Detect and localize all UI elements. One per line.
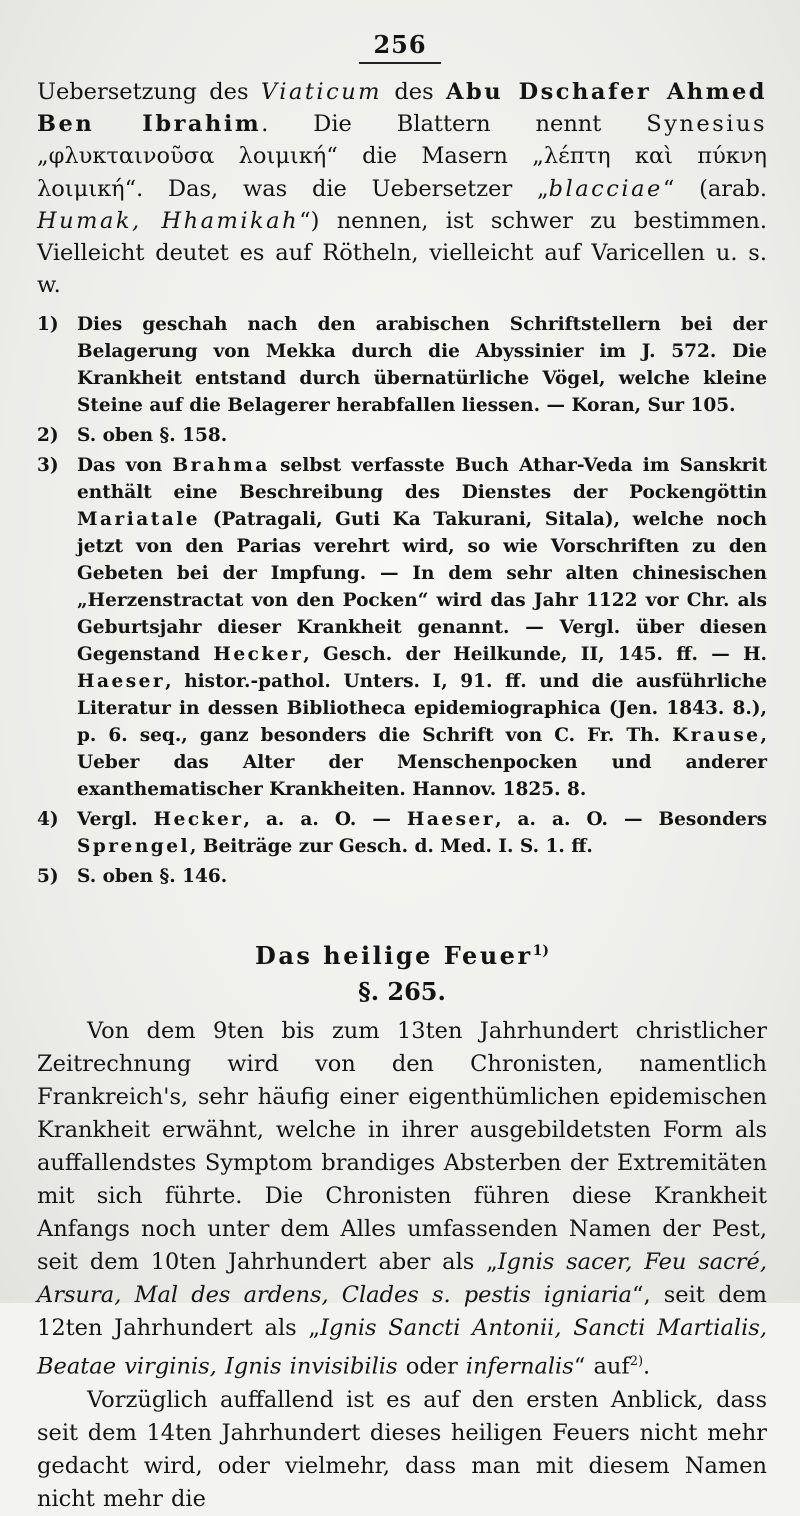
name-haeser: Haeser [406, 809, 496, 831]
emph-humak: Humak, Hhamikah [37, 207, 300, 234]
author-synesius: Synesius [646, 111, 767, 138]
name-haeser: Haeser [77, 671, 166, 693]
footnote-number: 4) [37, 809, 59, 831]
footnote-number: 2) [37, 425, 59, 447]
name-hecker: Hecker [213, 644, 304, 666]
footnotes [37, 311, 767, 890]
emph-blacciae: blacciae [548, 175, 663, 202]
name-sprengel: Sprengel [77, 836, 190, 858]
name-brahma: Brahma [172, 455, 270, 477]
footnote-1 [37, 311, 767, 419]
emph-latin-names-2: Ignis Sancti Antonii, Sancti Martialis, Beatae virginis, Ignis invisibilis [37, 1315, 768, 1380]
name-krause: Krause [672, 725, 761, 747]
paragraph-2: Vorzüglich auffallend ist es auf den ersten Anblick, dass seit dem 14ten Jahrhundert dieses heiligen Feuers nicht mehr gedacht wird, oder vielmehr, dass man mit diesem Namen nicht mehr die [37, 1386, 767, 1512]
footnote-text: Das von Brahma selbst verfasste Buch Athar-Veda im Sanskrit enthält eine Beschreibung des Dienstes der Pockengöttin Mariatale (Patragali, Guti Ka Takurani, Sitala), welche noch jetzt von den Parias verehrt wird, so wie Vorschriften zu den Gebeten bei der Impfung. — In dem sehr alten chinesischen „Herzenstractat von den Pocken“ wird das Jahr 1122 vor Chr. als Geburtsjahr dieser Krankheit genannt. — Vergl. über diesen Gegenstand Hecker, Gesch. der Heilkunde, II, 145. ff. — H. Haeser, histor.-pathol. Unters. I, 91. ff. und die ausführliche Literatur in dessen Bibliotheca epidemiographica (Jen. 1843. 8.), p. 6. seq., ganz besonders die Schrift von C. Fr. Th. Krause, Ueber das Alter der Menschenpocken und anderer exanthematischer Krankheiten. Hannov. 1825. 8. [77, 455, 767, 801]
name-hecker: Hecker [153, 809, 244, 831]
emph-infernalis: infernalis [465, 1353, 574, 1380]
section-title: Das heilige Feuer$^{1)}$ [255, 941, 549, 971]
section-number: §. 265. [358, 977, 446, 1007]
page-content [37, 76, 767, 1516]
footnote-number: 1) [37, 314, 59, 336]
footnote-3 [37, 452, 767, 803]
footnote-text: S. oben §. 158. [77, 425, 228, 447]
author-abu-dschafer: Abu Dschafer Ahmed Ben Ibrahim [37, 79, 767, 138]
name-mariatale: Mariatale [77, 509, 201, 531]
emph-latin-names-1: Ignis sacer, Feu sacré, Arsura, Mal des ardens, Clades s. pestis igniaria [37, 1249, 767, 1309]
footnote-4 [37, 806, 767, 860]
page-number: 256 [0, 30, 800, 64]
footnote-ref-2: 2) [629, 1354, 644, 1370]
emph-viaticum: Viaticum [260, 79, 383, 105]
footnote-2 [37, 422, 767, 449]
section-title-footnote-ref: 1) [532, 943, 549, 960]
paragraph-1: Von dem 9ten bis zum 13ten Jahrhundert christlicher Zeitrechnung wird von den Chronisten, namentlich Frankreich's, sehr häufig einer eigenthümlichen epidemischen Krankheit erwähnt, welche in ihrer ausgebildetsten Form als auffallendstes Symptom brandiges Absterben der Extremitäten mit sich führte. Die Chronisten führen diese Krankheit Anfangs noch unter dem Alles umfassenden Namen der Pest, seit dem 10ten Jahrhundert aber als „Ignis sacer, Feu sacré, Arsura, Mal des ardens, Clades s. pestis igniaria“, seit dem 12ten Jahrhundert als „Ignis Sancti Antonii, Sancti Martialis, Beatae virginis, Ignis invisibilis oder infernalis“ auf$^{2)}$. [37, 1018, 768, 1380]
footnote-text: Dies geschah nach den arabischen Schriftstellern bei der Belagerung von Mekka durch die Abyssinier im J. 572. Die Krankheit entstand durch übernatürliche Vögel, welche kleine Steine auf die Belagerer herabfallen liessen. — Koran, Sur 105. [77, 314, 767, 417]
footnote-text: Vergl. Hecker, a. a. O. — Haeser, a. a. O. — Besonders Sprengel, Beiträge zur Gesch. d. Med. I. S. 1. ff. [77, 809, 767, 858]
footnote-number: 5) [37, 866, 59, 888]
footnote-text: S. oben §. 146. [77, 866, 228, 888]
top-paragraph: Uebersetzung des Viaticum des Abu Dschafer Ahmed Ben Ibrahim. Die Blattern nennt Synesius „φλυκταινοῦσα λοιμική“ die Masern „λέπτη καὶ πύκνη λοιμική“. Das, was die Uebersetzer „blacciae“ (arab. Humak, Hhamikah“) nennen, ist schwer zu bestimmen. Vielleicht deutet es auf Rötheln, vielleicht auf Varicellen u. s. w. [37, 79, 768, 299]
footnote-5 [37, 863, 767, 890]
footnote-number: 3) [37, 455, 59, 477]
